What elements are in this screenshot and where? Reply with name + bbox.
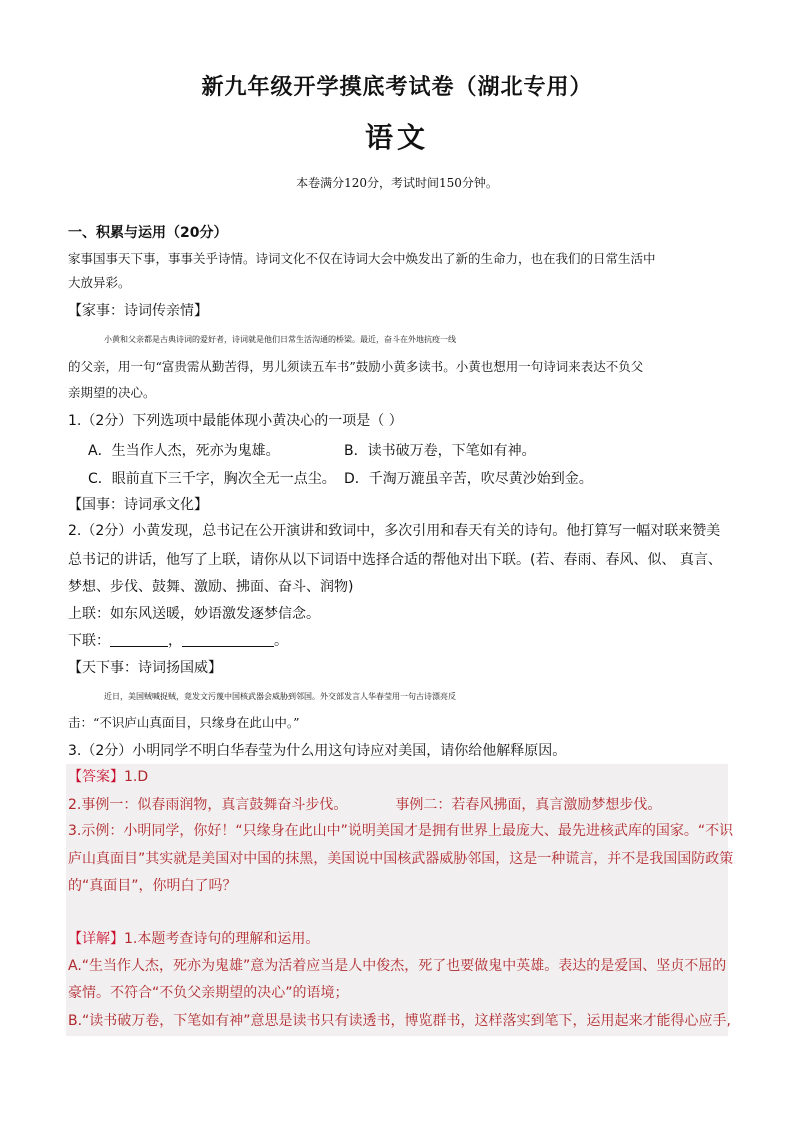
q1-stem: 1.（2分）下列选项中最能体现小黄决心的一项是（ ） — [68, 413, 403, 429]
intro-line-2: 大放异彩。 — [68, 275, 131, 290]
q1-option-a: A．生当作人杰，死亦为鬼雄。 — [88, 443, 280, 459]
part1-tag: 【家事：诗词传亲情】 — [68, 303, 208, 319]
q1-option-d: D．千淘万漉虽辛苦，吹尽黄沙始到金。 — [344, 471, 593, 487]
q1-option-c: C．眼前直下三千字，胸次全无一点尘。 — [88, 471, 336, 487]
exam-subject: 语文 — [364, 121, 429, 154]
detail-first: 1.本题考查诗句的理解和运用。 — [124, 931, 320, 947]
exam-note: 本卷满分120分，考试时间150分钟。 — [296, 176, 498, 190]
q2-blank-1[interactable] — [110, 632, 168, 647]
part3-passage-line-2: 击：“不识庐山真面目，只缘身在此山中。” — [68, 715, 300, 730]
q2-lower-separator: ， — [168, 633, 182, 649]
part3-passage-line-1: 近日，美国贼喊捉贼，竟发文污蔑中国核武器会威胁到邻国。外交部发言人华春莹用一句古诗漂亮反 — [104, 692, 456, 701]
part1-passage-line-2: 的父亲，用一句“富贵需从勤苦得，男儿须读五车书”鼓励小黄多读书。小黄也想用一句诗词来表达不负父 — [68, 359, 644, 374]
intro-line-1: 家事国事天下事，事事关乎诗情。诗词文化不仅在诗词大会中焕发出了新的生命力，也在我们的日常生活中 — [68, 251, 656, 266]
exam-title: 新九年级开学摸底考试卷（湖北专用） — [201, 75, 593, 100]
part1-passage-line-3: 亲期望的决心。 — [68, 385, 156, 400]
q2-lower-end: 。 — [274, 633, 288, 649]
q2-line-2: 总书记的讲话，他写了上联，请你从以下词语中选择合适的帮他对出下联。(若、春雨、春风、似、 真言、 — [68, 552, 722, 568]
part2-tag: 【国事：诗词承文化】 — [68, 497, 208, 513]
q2-upper-couplet: 上联：如东风送暖，妙语激发逐梦信念。 — [68, 606, 320, 622]
q2-line-3: 梦想、步伐、鼓舞、激励、拂面、奋斗、润物) — [68, 579, 354, 595]
q2-line-1: 2.（2分）小黄发现，总书记在公开演讲和致词中，多次引用和春天有关的诗句。他打算写一幅对联来赞美 — [68, 523, 721, 539]
detail-line-4: B.“读书破万卷，下笔如有神”意思是读书只有读透书，博览群书，这样落实到笔下，运用起来才能得心应手, — [68, 1013, 732, 1029]
answer-q3-line-2: 庐山真面目”其实就是美国对中国的抹黑，美国说中国核武器威胁邻国，这是一种谎言，并不是我国国防政策 — [68, 851, 734, 867]
detail-line-3: 豪情。不符合“不负父亲期望的决心”的语境； — [68, 985, 349, 1001]
q3-stem: 3.（2分）小明同学不明白华春莹为什么用这句诗应对美国，请你给他解释原因。 — [68, 743, 567, 759]
section-heading: 一、积累与运用（20分） — [68, 225, 228, 241]
part1-passage-line-1: 小黄和父亲都是古典诗词的爱好者，诗词就是他们日常生活沟通的桥梁。最近，奋斗在外地抗疫一线 — [104, 335, 456, 344]
answer-tag: 【答案】 — [68, 769, 124, 785]
answer-line-2 — [68, 794, 736, 816]
answer-q2-example-2: 事例二：若春风拂面，真言激励梦想步伐。 — [395, 797, 662, 813]
q2-blank-2[interactable] — [182, 632, 274, 647]
answer-q3-line-1: 3.示例：小明同学，你好！“只缘身在此山中”说明美国才是拥有世界上最庞大、最先进核武库的国家。“不识 — [68, 823, 734, 839]
answer-q3-line-3: 的“真面目”，你明白了吗？ — [68, 878, 237, 894]
detail-line-1 — [68, 928, 736, 950]
q2-lower-label: 下联： — [68, 633, 110, 649]
q1-option-b: B．读书破万卷，下笔如有神。 — [344, 443, 536, 459]
answer-line-1 — [68, 766, 736, 788]
part3-tag: 【天下事：诗词扬国威】 — [68, 660, 222, 676]
q2-lower-couplet — [68, 630, 736, 652]
detail-tag: 【详解】 — [68, 931, 124, 947]
answer-q1: 1.D — [124, 769, 149, 785]
detail-line-2: A.“生当作人杰，死亦为鬼雄”意为活着应当是人中俊杰，死了也要做鬼中英雄。表达的是爱国、坚贞不屈的 — [68, 958, 727, 974]
answer-q2-example-1: 2.事例一：似春雨润物，真言鼓舞奋斗步伐。 — [68, 797, 348, 813]
